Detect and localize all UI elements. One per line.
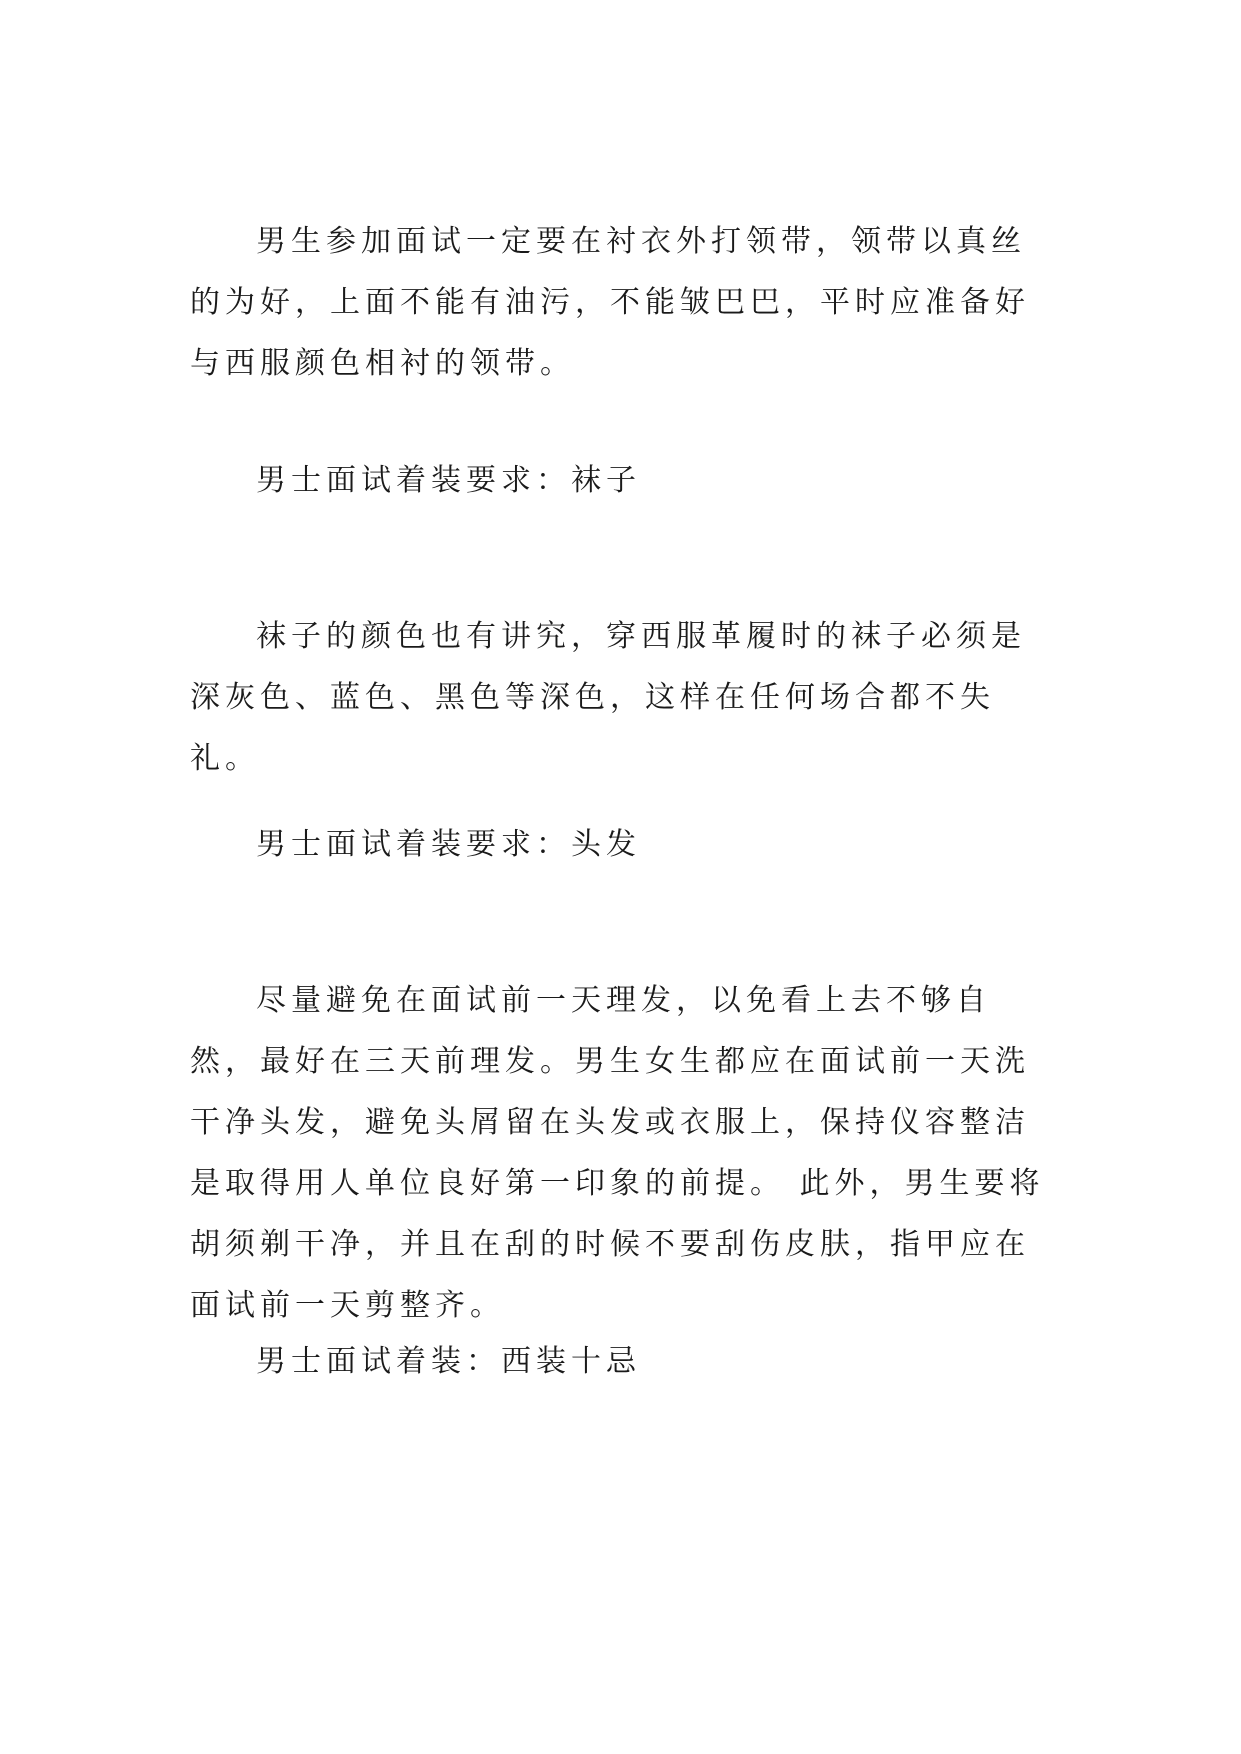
paragraph-hair: 尽量避免在面试前一天理发，以免看上去不够自然，最好在三天前理发。男生女生都应在面试前一天洗干净头发，避免头屑留在头发或衣服上，保持仪容整洁是取得用人单位良好第一印象的前提。 此外，男生要将胡须剃干净，并且在刮的时候不要刮伤皮肤，指甲应在面试前一天剪整齐。 (190, 983, 1045, 1323)
paragraph-socks: 袜子的颜色也有讲究，穿西服革履时的袜子必须是深灰色、蓝色、黑色等深色，这样在任何场合都不失礼。 (190, 619, 1026, 776)
heading-hair: 男士面试着装要求：头发 (256, 827, 641, 862)
paragraph-tie: 男生参加面试一定要在衬衣外打领带，领带以真丝的为好，上面不能有油污，不能皱巴巴，平时应准备好与西服颜色相衬的领带。 (190, 224, 1030, 381)
heading-socks: 男士面试着装要求：袜子 (256, 463, 641, 498)
heading-suit-taboos: 男士面试着装：西装十忌 (256, 1344, 641, 1379)
